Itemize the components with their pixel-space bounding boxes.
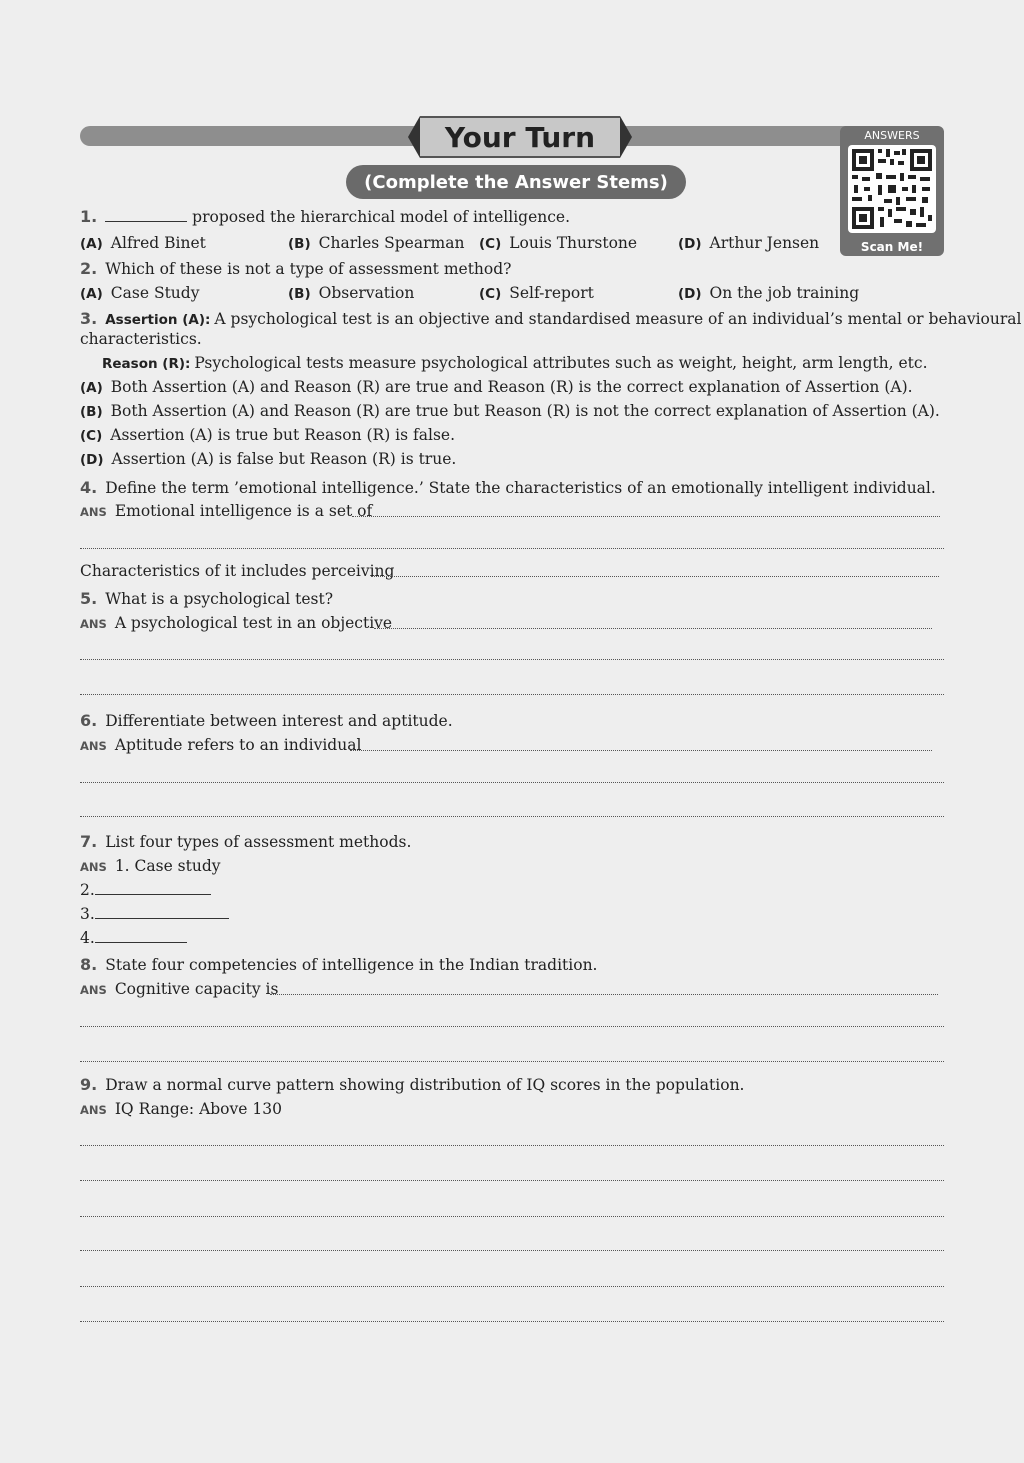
- reason-label: Reason (R):: [102, 356, 191, 372]
- page-subtitle: (Complete the Answer Stems): [346, 165, 686, 199]
- q6-answer: [80, 736, 361, 754]
- answer-line[interactable]: [80, 548, 944, 549]
- page-title: Your Turn: [420, 116, 620, 158]
- answer-line[interactable]: [80, 1026, 944, 1027]
- question-number: 7.: [80, 832, 98, 851]
- answer-blank[interactable]: [105, 220, 187, 222]
- ans-label: ANS: [80, 617, 107, 631]
- reason-text: Psychological tests measure psychological attributes such as weight, height, arm length, etc.: [194, 354, 928, 372]
- q3-option-b[interactable]: (B) Both Assertion (A) and Reason (R) are true but Reason (R) is not the correct explanation of Assertion (A).: [80, 402, 940, 420]
- q9-answer: [80, 1100, 282, 1118]
- qr-top-label: ANSWERS: [864, 129, 920, 142]
- q7-item-2: 2.: [80, 881, 211, 899]
- answer-line[interactable]: [80, 1321, 944, 1322]
- assertion-label: Assertion (A):: [105, 312, 211, 328]
- banner-right-notch: [620, 116, 632, 158]
- answer-blank[interactable]: [95, 941, 187, 943]
- banner-title: [408, 116, 632, 158]
- q4-answer-extra: Characteristics of it includes perceiving: [80, 562, 395, 580]
- answer-line[interactable]: [270, 994, 938, 995]
- q7-item-4: 4.: [80, 929, 187, 947]
- question-5: [80, 589, 333, 608]
- q1-option-d[interactable]: (D) Arthur Jensen: [678, 234, 820, 252]
- question-text: Define the term ’emotional intelligence.’ State the characteristics of an emotionally intelligent individual.: [105, 479, 936, 497]
- q8-answer: [80, 980, 278, 998]
- answer-line[interactable]: [80, 1286, 944, 1287]
- answer-stem: Aptitude refers to an individual: [114, 736, 362, 754]
- question-number: 3.: [80, 309, 98, 328]
- answer-line[interactable]: [350, 750, 932, 751]
- question-3-reason: [102, 354, 928, 372]
- answer-line[interactable]: [80, 694, 944, 695]
- question-8: [80, 955, 597, 974]
- question-7: [80, 832, 411, 851]
- question-9: [80, 1075, 744, 1094]
- q4-answer: [80, 502, 372, 520]
- ans-label: ANS: [80, 739, 107, 753]
- question-number: 9.: [80, 1075, 98, 1094]
- answer-line[interactable]: [80, 1180, 944, 1181]
- question-number: 6.: [80, 711, 98, 730]
- ans-label: ANS: [80, 860, 107, 874]
- q3-option-c[interactable]: (C) Assertion (A) is true but Reason (R) is false.: [80, 426, 455, 444]
- question-number: 5.: [80, 589, 98, 608]
- q3-option-a[interactable]: (A) Both Assertion (A) and Reason (R) are true and Reason (R) is the correct explanation of Assertion (A).: [80, 378, 913, 396]
- assertion-text: A psychological test is an objective and standardised measure of an individual’s mental or behavioural: [214, 310, 1022, 328]
- question-text: What is a psychological test?: [105, 590, 334, 608]
- answer-stem: 1. Case study: [114, 857, 221, 875]
- answer-stem: A psychological test in an objective: [114, 614, 393, 632]
- question-text: List four types of assessment methods.: [105, 833, 412, 851]
- question-4: [80, 478, 936, 497]
- answer-blank[interactable]: [95, 893, 211, 895]
- answer-line[interactable]: [352, 516, 940, 517]
- question-text: Draw a normal curve pattern showing distribution of IQ scores in the population.: [105, 1076, 745, 1094]
- answer-line[interactable]: [371, 576, 939, 577]
- q1-option-c[interactable]: (C) Louis Thurstone: [479, 234, 638, 252]
- qr-scan-label: Scan Me!: [860, 240, 924, 254]
- answer-blank[interactable]: [95, 917, 229, 919]
- answer-stem: Emotional intelligence is a set of: [114, 502, 373, 520]
- question-6: [80, 711, 453, 730]
- q2-option-b[interactable]: (B) Observation: [288, 284, 415, 302]
- answer-line[interactable]: [80, 782, 944, 783]
- qr-code-icon[interactable]: [848, 145, 936, 233]
- q2-option-c[interactable]: (C) Self-report: [479, 284, 594, 302]
- question-number: 2.: [80, 259, 98, 278]
- banner-left-notch: [408, 116, 420, 158]
- answer-stem: IQ Range: Above 130: [114, 1100, 282, 1118]
- answer-line[interactable]: [80, 1145, 944, 1146]
- question-text: Differentiate between interest and aptitude.: [105, 712, 453, 730]
- ans-label: ANS: [80, 505, 107, 519]
- question-2: [80, 259, 511, 278]
- q7-answer: [80, 857, 221, 875]
- q5-answer: [80, 614, 392, 632]
- q2-option-d[interactable]: (D) On the job training: [678, 284, 860, 302]
- assertion-continued: characteristics.: [80, 330, 202, 348]
- answer-stem: Cognitive capacity is: [114, 980, 279, 998]
- ans-label: ANS: [80, 983, 107, 997]
- q3-option-d[interactable]: (D) Assertion (A) is false but Reason (R) is true.: [80, 450, 457, 468]
- question-number: 8.: [80, 955, 98, 974]
- qr-answers-box[interactable]: [840, 126, 944, 256]
- q1-option-a[interactable]: (A) Alfred Binet: [80, 234, 206, 252]
- q1-option-b[interactable]: (B) Charles Spearman: [288, 234, 465, 252]
- question-text: proposed the hierarchical model of intelligence.: [192, 208, 571, 226]
- answer-line[interactable]: [374, 628, 932, 629]
- question-3-assertion: [80, 309, 1021, 328]
- question-text: State four competencies of intelligence in the Indian tradition.: [105, 956, 598, 974]
- q2-option-a[interactable]: (A) Case Study: [80, 284, 200, 302]
- ans-label: ANS: [80, 1103, 107, 1117]
- q7-item-3: 3.: [80, 905, 229, 923]
- question-text: Which of these is not a type of assessment method?: [105, 260, 512, 278]
- question-number: 1.: [80, 207, 98, 226]
- answer-line[interactable]: [80, 1250, 944, 1251]
- answer-line[interactable]: [80, 1061, 944, 1062]
- answer-line[interactable]: [80, 816, 944, 817]
- question-number: 4.: [80, 478, 98, 497]
- question-1: [80, 207, 570, 226]
- answer-line[interactable]: [80, 1216, 944, 1217]
- answer-line[interactable]: [80, 659, 944, 660]
